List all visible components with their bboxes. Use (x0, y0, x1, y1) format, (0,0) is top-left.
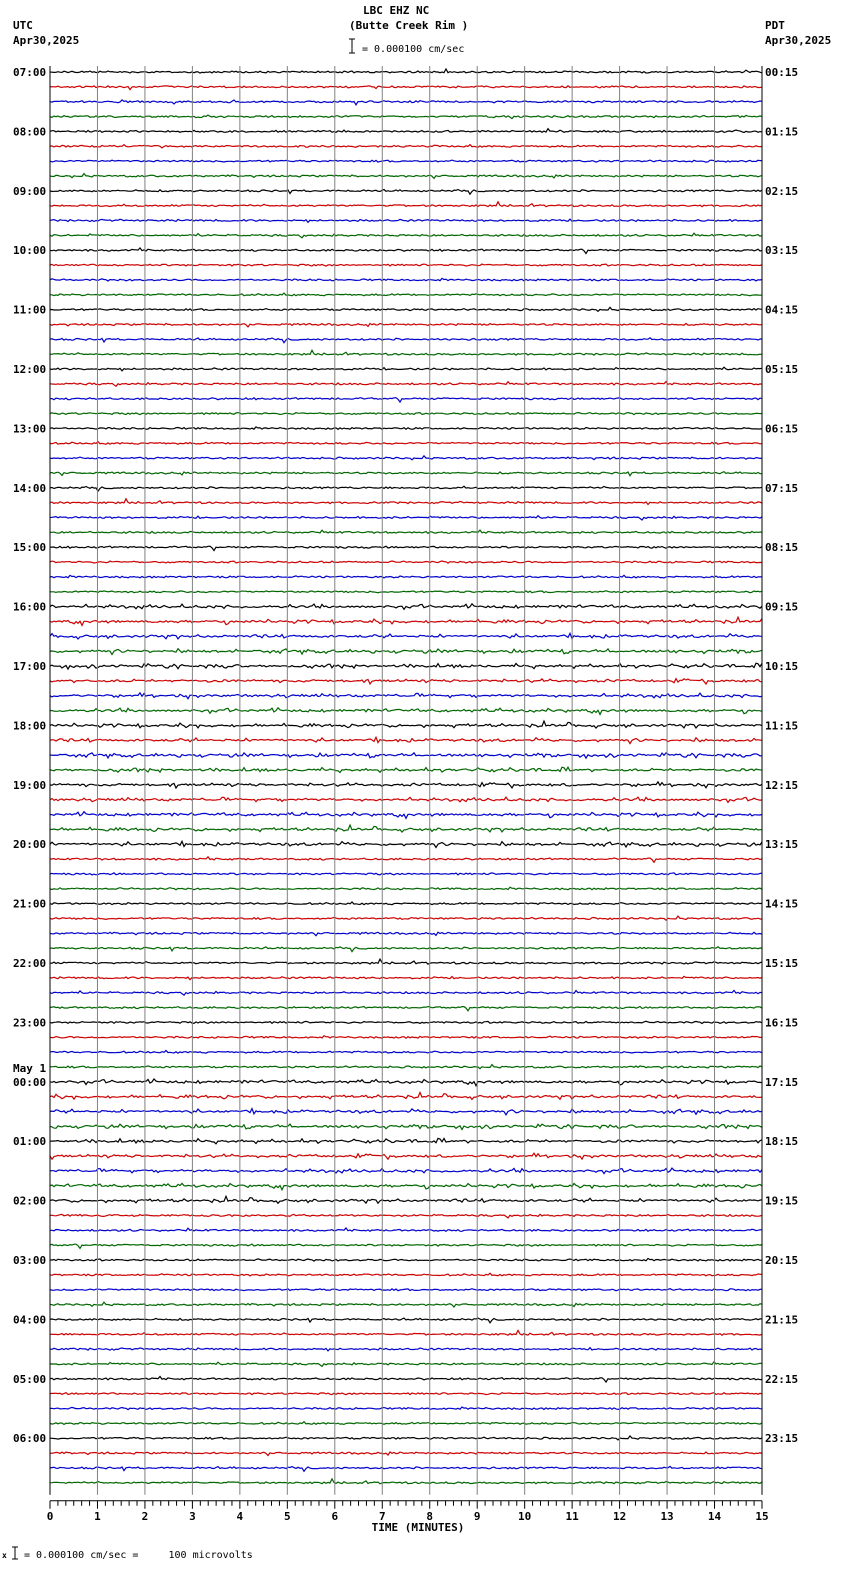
x-tick-label: 5 (284, 1509, 291, 1523)
trace-line (50, 708, 762, 715)
trace-line (50, 338, 762, 343)
trace-line (50, 663, 762, 669)
trace-line (50, 1407, 762, 1410)
utc-hour-label: 20:00 (13, 838, 47, 852)
utc-hour-label: 01:00 (13, 1135, 47, 1149)
utc-hour-label: 06:00 (13, 1432, 47, 1446)
pdt-hour-label: 23:15 (765, 1432, 799, 1446)
trace-line (50, 1362, 762, 1367)
trace-line (50, 1289, 762, 1291)
trace-line (50, 382, 762, 387)
trace-line (50, 633, 762, 639)
pdt-hour-label: 00:15 (765, 66, 799, 79)
utc-hour-label: 02:00 (13, 1194, 47, 1208)
pdt-hour-label: 08:15 (765, 541, 799, 555)
x-tick-label: 2 (141, 1509, 149, 1523)
pdt-hour-label: 20:15 (765, 1254, 799, 1267)
trace-line (50, 1479, 762, 1484)
trace-line (50, 307, 762, 311)
x-tick-label: 11 (565, 1509, 579, 1523)
trace-line (50, 350, 762, 355)
pdt-hour-label: 11:15 (765, 719, 799, 733)
x-tick-label: 0 (46, 1509, 54, 1523)
utc-hour-label: 09:00 (13, 184, 47, 198)
utc-hour-label: 11:00 (13, 303, 47, 317)
trace-line (50, 202, 762, 207)
trace-line (50, 1109, 762, 1115)
trace-line (50, 264, 762, 266)
x-tick-label: 10 (518, 1509, 532, 1523)
pdt-hour-label: 17:15 (765, 1075, 799, 1089)
trace-line (50, 782, 762, 788)
trace-line (50, 442, 762, 445)
trace-line (50, 1214, 762, 1218)
trace-line (50, 145, 762, 148)
scale-label: = 0.000100 cm/sec (362, 44, 465, 55)
trace-line (50, 617, 762, 625)
trace-line (50, 1348, 762, 1351)
x-tick-label: 13 (660, 1509, 674, 1523)
x-tick-label: 1 (94, 1509, 101, 1523)
pdt-hour-label: 21:15 (765, 1313, 799, 1327)
trace-line (50, 947, 762, 952)
trace-line (50, 546, 762, 550)
utc-hour-label: 14:00 (13, 481, 47, 495)
trace-line (50, 976, 762, 979)
trace-line (50, 323, 762, 327)
right-timezone: PDT (765, 19, 785, 32)
x-tick-label: 14 (707, 1509, 722, 1523)
trace-line (50, 530, 762, 533)
utc-hour-label: 23:00 (13, 1016, 47, 1030)
x-tick-label: 15 (755, 1509, 769, 1523)
utc-hour-label: 16:00 (13, 600, 47, 614)
trace-line (50, 649, 762, 655)
pdt-hour-label: 02:15 (765, 184, 799, 198)
trace-line (50, 679, 762, 684)
utc-hour-label: 12:00 (13, 363, 47, 376)
trace-line (50, 69, 762, 73)
x-tick-label: 12 (612, 1509, 627, 1523)
station-name: LBC EHZ NC (363, 4, 430, 17)
trace-line (50, 753, 762, 758)
trace-line (50, 1092, 762, 1099)
trace-line (50, 219, 762, 222)
trace-line (50, 427, 762, 430)
utc-hour-label: 05:00 (13, 1372, 47, 1386)
trace-line (50, 472, 762, 476)
trace-line (50, 1318, 762, 1323)
utc-hour-label: 08:00 (13, 125, 47, 139)
pdt-hour-label: 10:15 (765, 660, 799, 673)
trace-line (50, 561, 762, 563)
pdt-hour-label: 12:15 (765, 778, 799, 792)
trace-line (50, 1330, 762, 1335)
trace-line (50, 499, 762, 505)
footer-scale-note: = 0.000100 cm/sec = 100 microvolts (24, 1550, 253, 1561)
trace-line (50, 486, 762, 491)
trace-line (50, 959, 762, 964)
pdt-hour-label: 01:15 (765, 125, 799, 139)
trace-line (50, 1124, 762, 1129)
pdt-hour-label: 13:15 (765, 838, 799, 852)
trace-line (50, 1079, 762, 1086)
trace-line (50, 1452, 762, 1456)
utc-hour-label: 15:00 (13, 541, 47, 555)
trace-line (50, 190, 762, 195)
right-date: Apr30,2025 (765, 34, 832, 47)
trace-line (50, 604, 762, 610)
trace-line (50, 825, 762, 832)
trace-line (50, 413, 762, 415)
trace-line (50, 1153, 762, 1159)
utc-hour-label: 17:00 (13, 660, 47, 673)
trace-line (50, 916, 762, 920)
trace-line (50, 575, 762, 578)
trace-line (50, 278, 762, 281)
trace-line (50, 812, 762, 819)
pdt-hour-label: 14:15 (765, 897, 799, 911)
trace-line (50, 1228, 762, 1231)
trace-line (50, 1422, 762, 1425)
trace-line (50, 86, 762, 90)
trace-line (50, 1065, 762, 1069)
utc-hour-label: 07:00 (13, 66, 47, 79)
utc-hour-label: 04:00 (13, 1313, 47, 1327)
trace-line (50, 841, 762, 847)
trace-line (50, 1259, 762, 1262)
x-tick-label: 8 (426, 1509, 434, 1523)
trace-line (50, 767, 762, 772)
trace-line (50, 1393, 762, 1395)
trace-line (50, 129, 762, 133)
trace-line (50, 115, 762, 119)
trace-line (50, 737, 762, 743)
pdt-hour-label: 07:15 (765, 481, 799, 495)
pdt-hour-label: 06:15 (765, 422, 799, 436)
trace-line (50, 160, 762, 162)
footer-mark: x (2, 1551, 7, 1560)
footer-scale-bar-icon (12, 1547, 18, 1559)
utc-hour-label: 18:00 (13, 719, 47, 733)
trace-line (50, 902, 762, 905)
trace-line (50, 233, 762, 238)
left-date: Apr30,2025 (13, 34, 80, 47)
x-tick-label: 9 (473, 1509, 481, 1523)
trace-line (50, 1196, 762, 1203)
trace-line (50, 1183, 762, 1189)
trace-line (50, 721, 762, 728)
trace-line (50, 1466, 762, 1471)
x-axis-label: TIME (MINUTES) (371, 1520, 465, 1534)
day-change-label: May 1 (13, 1061, 47, 1075)
trace-line (50, 990, 762, 995)
trace-line (50, 1007, 762, 1011)
utc-hour-label: 10:00 (13, 244, 47, 258)
x-tick-label: 3 (189, 1509, 196, 1523)
pdt-hour-label: 09:15 (765, 600, 799, 614)
utc-hour-label: 22:00 (13, 957, 47, 970)
x-tick-label: 7 (378, 1509, 386, 1523)
trace-line (50, 797, 762, 802)
x-tick-label: 4 (236, 1509, 244, 1523)
pdt-hour-label: 15:15 (765, 957, 799, 970)
utc-hour-label: 00:00 (13, 1075, 47, 1089)
trace-line (50, 398, 762, 402)
pdt-hour-label: 04:15 (765, 303, 799, 317)
trace-line (50, 932, 762, 936)
pdt-hour-label: 16:15 (765, 1016, 799, 1030)
utc-hour-label: 03:00 (13, 1254, 47, 1267)
trace-line (50, 248, 762, 254)
trace-line (50, 1021, 762, 1023)
pdt-hour-label: 03:15 (765, 244, 799, 258)
left-timezone: UTC (13, 19, 33, 32)
trace-line (50, 1036, 762, 1039)
trace-line (50, 293, 762, 296)
trace-line (50, 1138, 762, 1143)
scale-bar-icon (349, 39, 355, 53)
pdt-hour-label: 22:15 (765, 1372, 799, 1386)
trace-line (50, 456, 762, 460)
utc-hour-label: 19:00 (13, 778, 47, 792)
trace-line (50, 1377, 762, 1383)
pdt-hour-label: 19:15 (765, 1194, 799, 1208)
trace-line (50, 873, 762, 875)
trace-line (50, 1273, 762, 1276)
trace-line (50, 591, 762, 593)
utc-hour-label: 13:00 (13, 422, 47, 436)
trace-line (50, 100, 762, 105)
trace-line (50, 1436, 762, 1440)
site-name: (Butte Creek Rim ) (349, 19, 469, 32)
trace-line (50, 1051, 762, 1054)
trace-line (50, 174, 762, 179)
trace-line (50, 1168, 762, 1174)
trace-line (50, 857, 762, 863)
utc-hour-label: 21:00 (13, 897, 47, 911)
trace-line (50, 887, 762, 890)
trace-line (50, 516, 762, 520)
pdt-hour-label: 18:15 (765, 1135, 799, 1149)
pdt-hour-label: 05:15 (765, 363, 799, 376)
trace-line (50, 693, 762, 699)
trace-line (50, 367, 762, 371)
x-tick-label: 6 (331, 1509, 339, 1523)
trace-line (50, 1302, 762, 1307)
trace-line (50, 1244, 762, 1248)
